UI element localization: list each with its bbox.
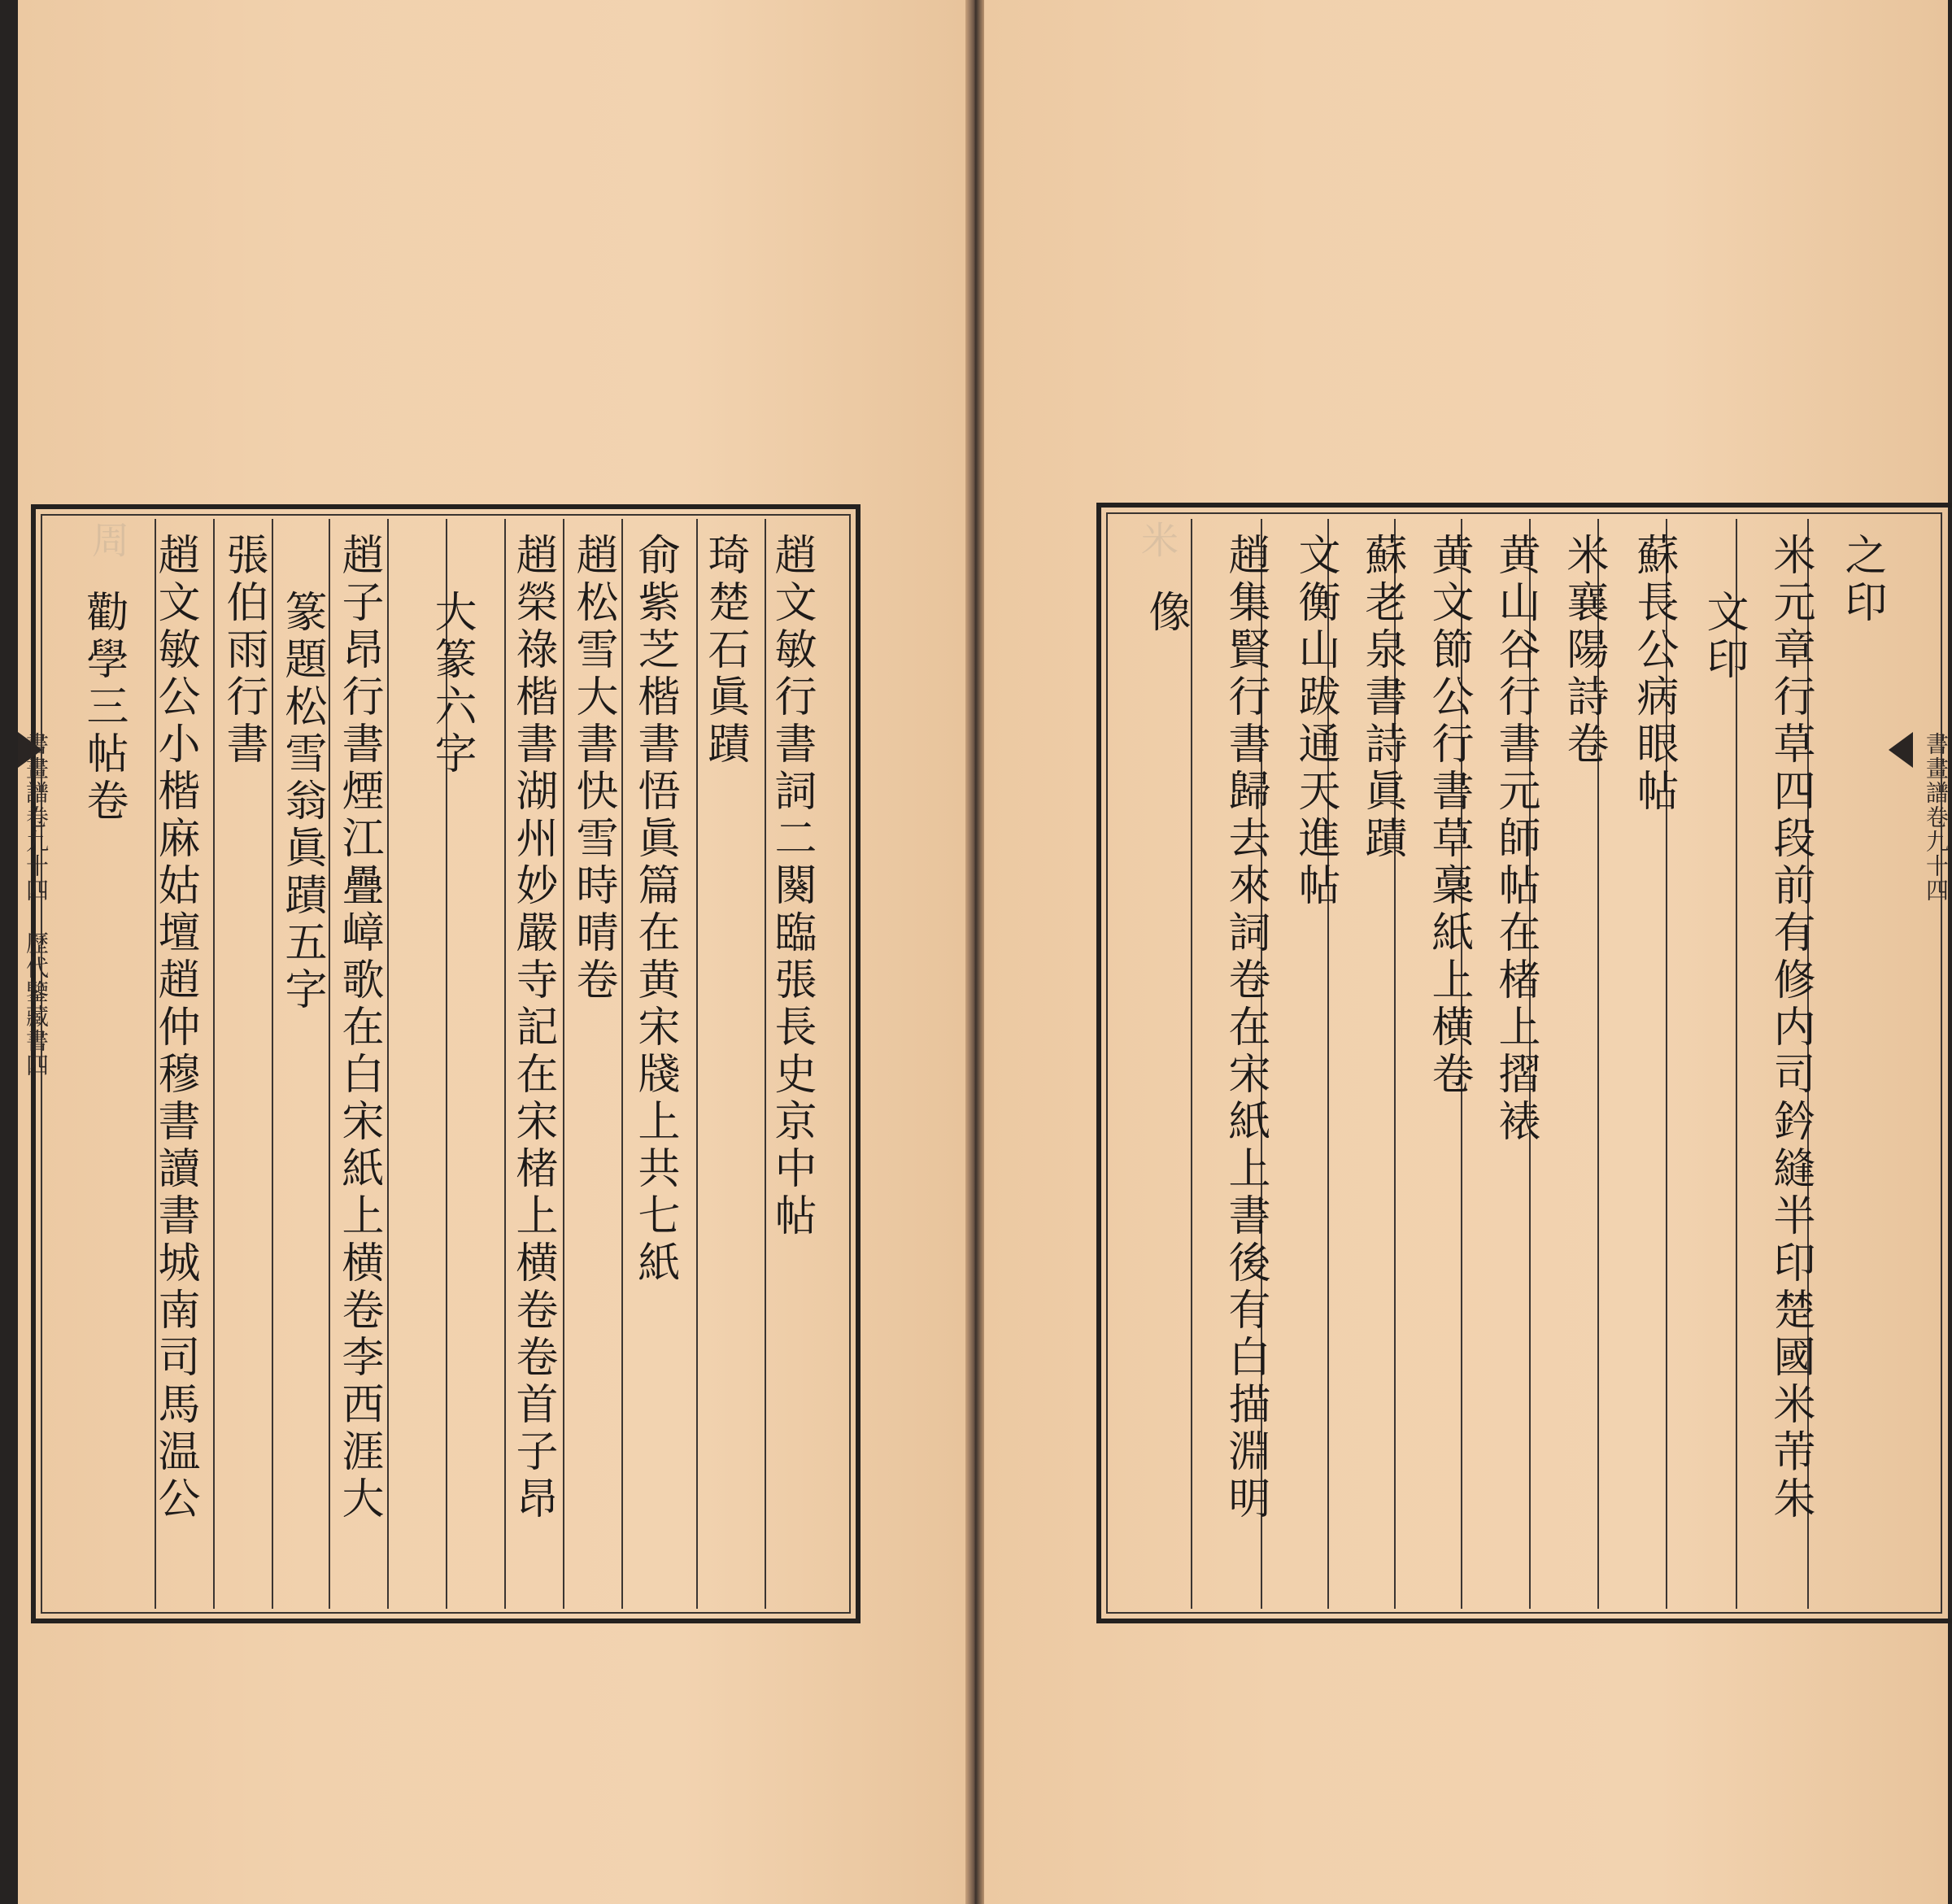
right-col-3: 文印 <box>1699 590 1748 684</box>
left-margin-title: 書畫譜卷九十四 歷代鑒藏書四 <box>23 732 50 1078</box>
right-col-4: 蘇長公病眼帖 <box>1629 533 1678 816</box>
left-col-5: 趙榮祿楷書湖州妙嚴寺記在宋楮上横卷卷首子昂 <box>508 533 557 1523</box>
left-col-7: 趙子昂行書煙江疊嶂歌在白宋紙上横卷李西涯大 <box>334 533 383 1523</box>
left-col-6: 大篆六字 <box>427 590 476 778</box>
left-col-3: 俞紫芝楷書悟眞篇在黄宋牋上共七紙 <box>630 533 679 1287</box>
left-col-2: 琦楚石眞蹟 <box>700 533 749 769</box>
left-col-11: 勸學三帖卷 <box>79 590 128 826</box>
right-col-6: 黄山谷行書元師帖在楮上摺裱 <box>1491 533 1540 1146</box>
right-col-10: 趙集賢行書歸去來詞卷在宋紙上書後有白描淵明 <box>1221 533 1270 1523</box>
bleed-through-text: 周 <box>86 521 130 569</box>
fold-mark <box>1889 732 1913 768</box>
right-col-5: 米襄陽詩卷 <box>1559 533 1608 769</box>
right-margin-title: 書畫譜卷九十四 <box>1923 732 1950 903</box>
left-col-1: 趙文敏行書詞二闋臨張長史京中帖 <box>767 533 816 1240</box>
column-rule <box>329 519 330 1609</box>
right-col-11: 像 <box>1141 590 1190 637</box>
column-rule <box>1191 519 1192 1609</box>
left-col-10: 趙文敏公小楷麻姑壇趙仲穆書讀書城南司馬温公 <box>150 533 199 1523</box>
left-col-4: 趙松雪大書快雪時晴卷 <box>569 533 617 1004</box>
right-col-8: 蘇老泉書詩眞蹟 <box>1357 533 1406 863</box>
column-rule <box>213 519 215 1609</box>
column-rule <box>387 519 389 1609</box>
left-col-9: 張伯雨行書 <box>219 533 268 769</box>
right-col-9: 文衡山跋通天進帖 <box>1291 533 1340 910</box>
right-col-1: 之印 <box>1837 533 1886 627</box>
left-col-8: 篆題松雪翁眞蹟五字 <box>277 590 326 1014</box>
book-gutter <box>965 0 984 1904</box>
column-rule <box>504 519 506 1609</box>
right-col-2: 米元章行草四段前有修内司鈐縫半印楚國米芾朱 <box>1766 533 1815 1523</box>
right-col-7: 黄文節公行書草稾紙上横卷 <box>1424 533 1473 1099</box>
column-rule <box>272 519 273 1609</box>
column-rule <box>621 519 623 1609</box>
column-rule <box>696 519 698 1609</box>
bleed-through-text: 米 <box>1135 521 1179 569</box>
column-rule <box>563 519 564 1609</box>
column-rule <box>765 519 766 1609</box>
